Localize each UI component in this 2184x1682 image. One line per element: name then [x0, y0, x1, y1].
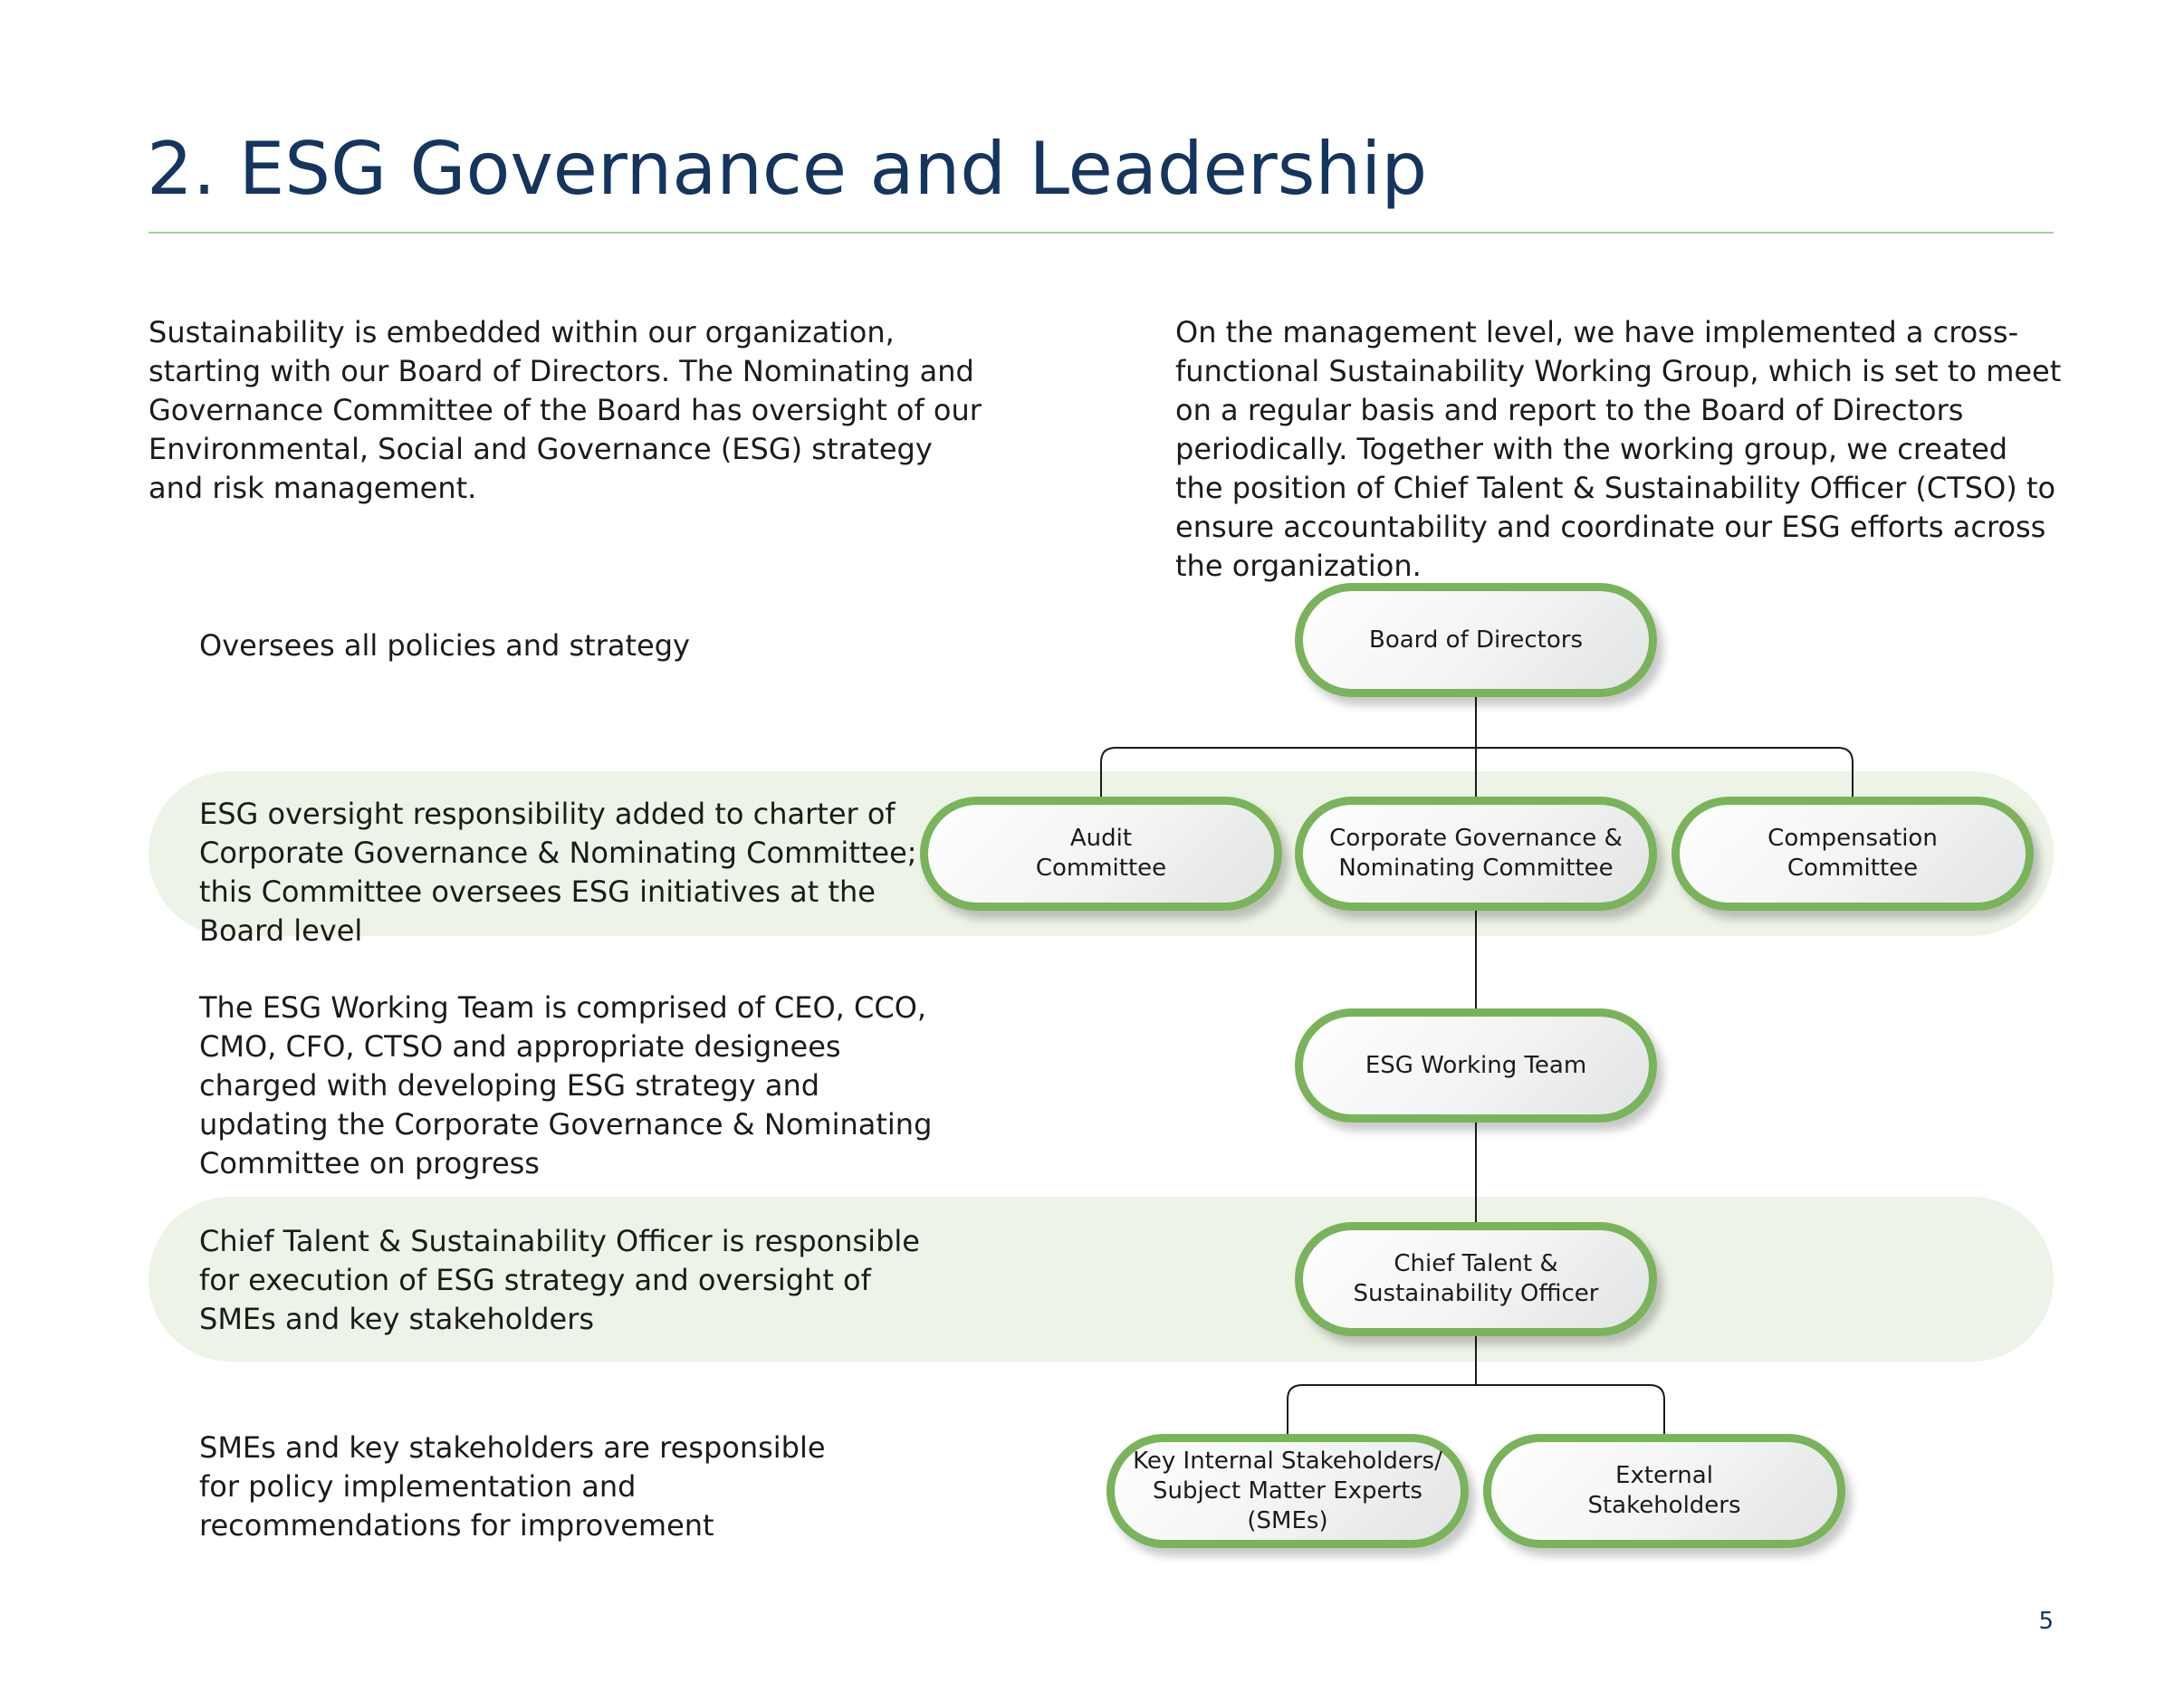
node-board-label: Board of Directors — [1369, 626, 1583, 654]
node-audit-label: Audit Committee — [1035, 825, 1167, 882]
level-description-board: Oversees all policies and strategy — [199, 628, 690, 663]
page-title: 2. ESG Governance and Leadership — [147, 127, 1428, 211]
level-description-ctso: Chief Talent & Sustainability Officer is responsible for execution of ESG strategy and oversight of SMEs and key stakeholders — [199, 1224, 920, 1336]
level-description-working-team: The ESG Working Team is comprised of CEO, CCO, CMO, CFO, CTSO and appropriate designees charged with developing ESG strategy and updating the Corporate Governance & Nominating Committee on progress — [199, 990, 933, 1180]
node-key-internal-stakeholders — [1106, 1434, 1469, 1548]
node-chief-talent-sustainability-officer — [1295, 1222, 1657, 1336]
node-board-of-directors — [1295, 583, 1657, 697]
node-internal-label: Key Internal Stakeholders/ Subject Matter Experts (SMEs) — [1133, 1447, 1442, 1534]
node-working-team-label: ESG Working Team — [1365, 1051, 1587, 1079]
level-description-stakeholders: SMEs and key stakeholders are responsible for policy implementation and recommendations for improvement — [199, 1430, 826, 1543]
connector-stakeholder-bar — [1288, 1385, 1664, 1436]
level-description-committee: ESG oversight responsibility added to charter of Corporate Governance & Nominating Committee; this Committee oversees ESG initiatives at the Board level — [199, 797, 917, 948]
node-compensation-committee — [1672, 797, 2034, 911]
page-number: 5 — [2038, 1608, 2054, 1635]
node-audit-committee — [920, 797, 1282, 911]
intro-left-paragraph: Sustainability is embedded within our organization, starting with our Board of Directors. The Nominating and Governance Committee of the Board has oversight of our Environmental, Social and Governance (ESG) strategy and risk management. — [148, 315, 982, 505]
node-compensation-label: Compensation Committee — [1767, 825, 1938, 882]
intro-right-paragraph: On the management level, we have implemented a cross-functional Sustainability Working Group, which is set to meet on a regular basis and report to the Board of Directors periodically. Together with the working group, we created the position of Chief Talent & Sustainability Officer (CTSO) to ensure accountability and coordinate our ESG efforts across the organization. — [1175, 315, 2062, 583]
node-ctso-label: Chief Talent & Sustainability Officer — [1353, 1250, 1599, 1307]
node-external-label: External Stakeholders — [1587, 1462, 1741, 1519]
node-governance-label: Corporate Governance & Nominating Committee — [1329, 825, 1623, 882]
node-governance-committee — [1295, 797, 1657, 911]
node-external-stakeholders — [1483, 1434, 1845, 1548]
node-esg-working-team — [1295, 1008, 1657, 1123]
